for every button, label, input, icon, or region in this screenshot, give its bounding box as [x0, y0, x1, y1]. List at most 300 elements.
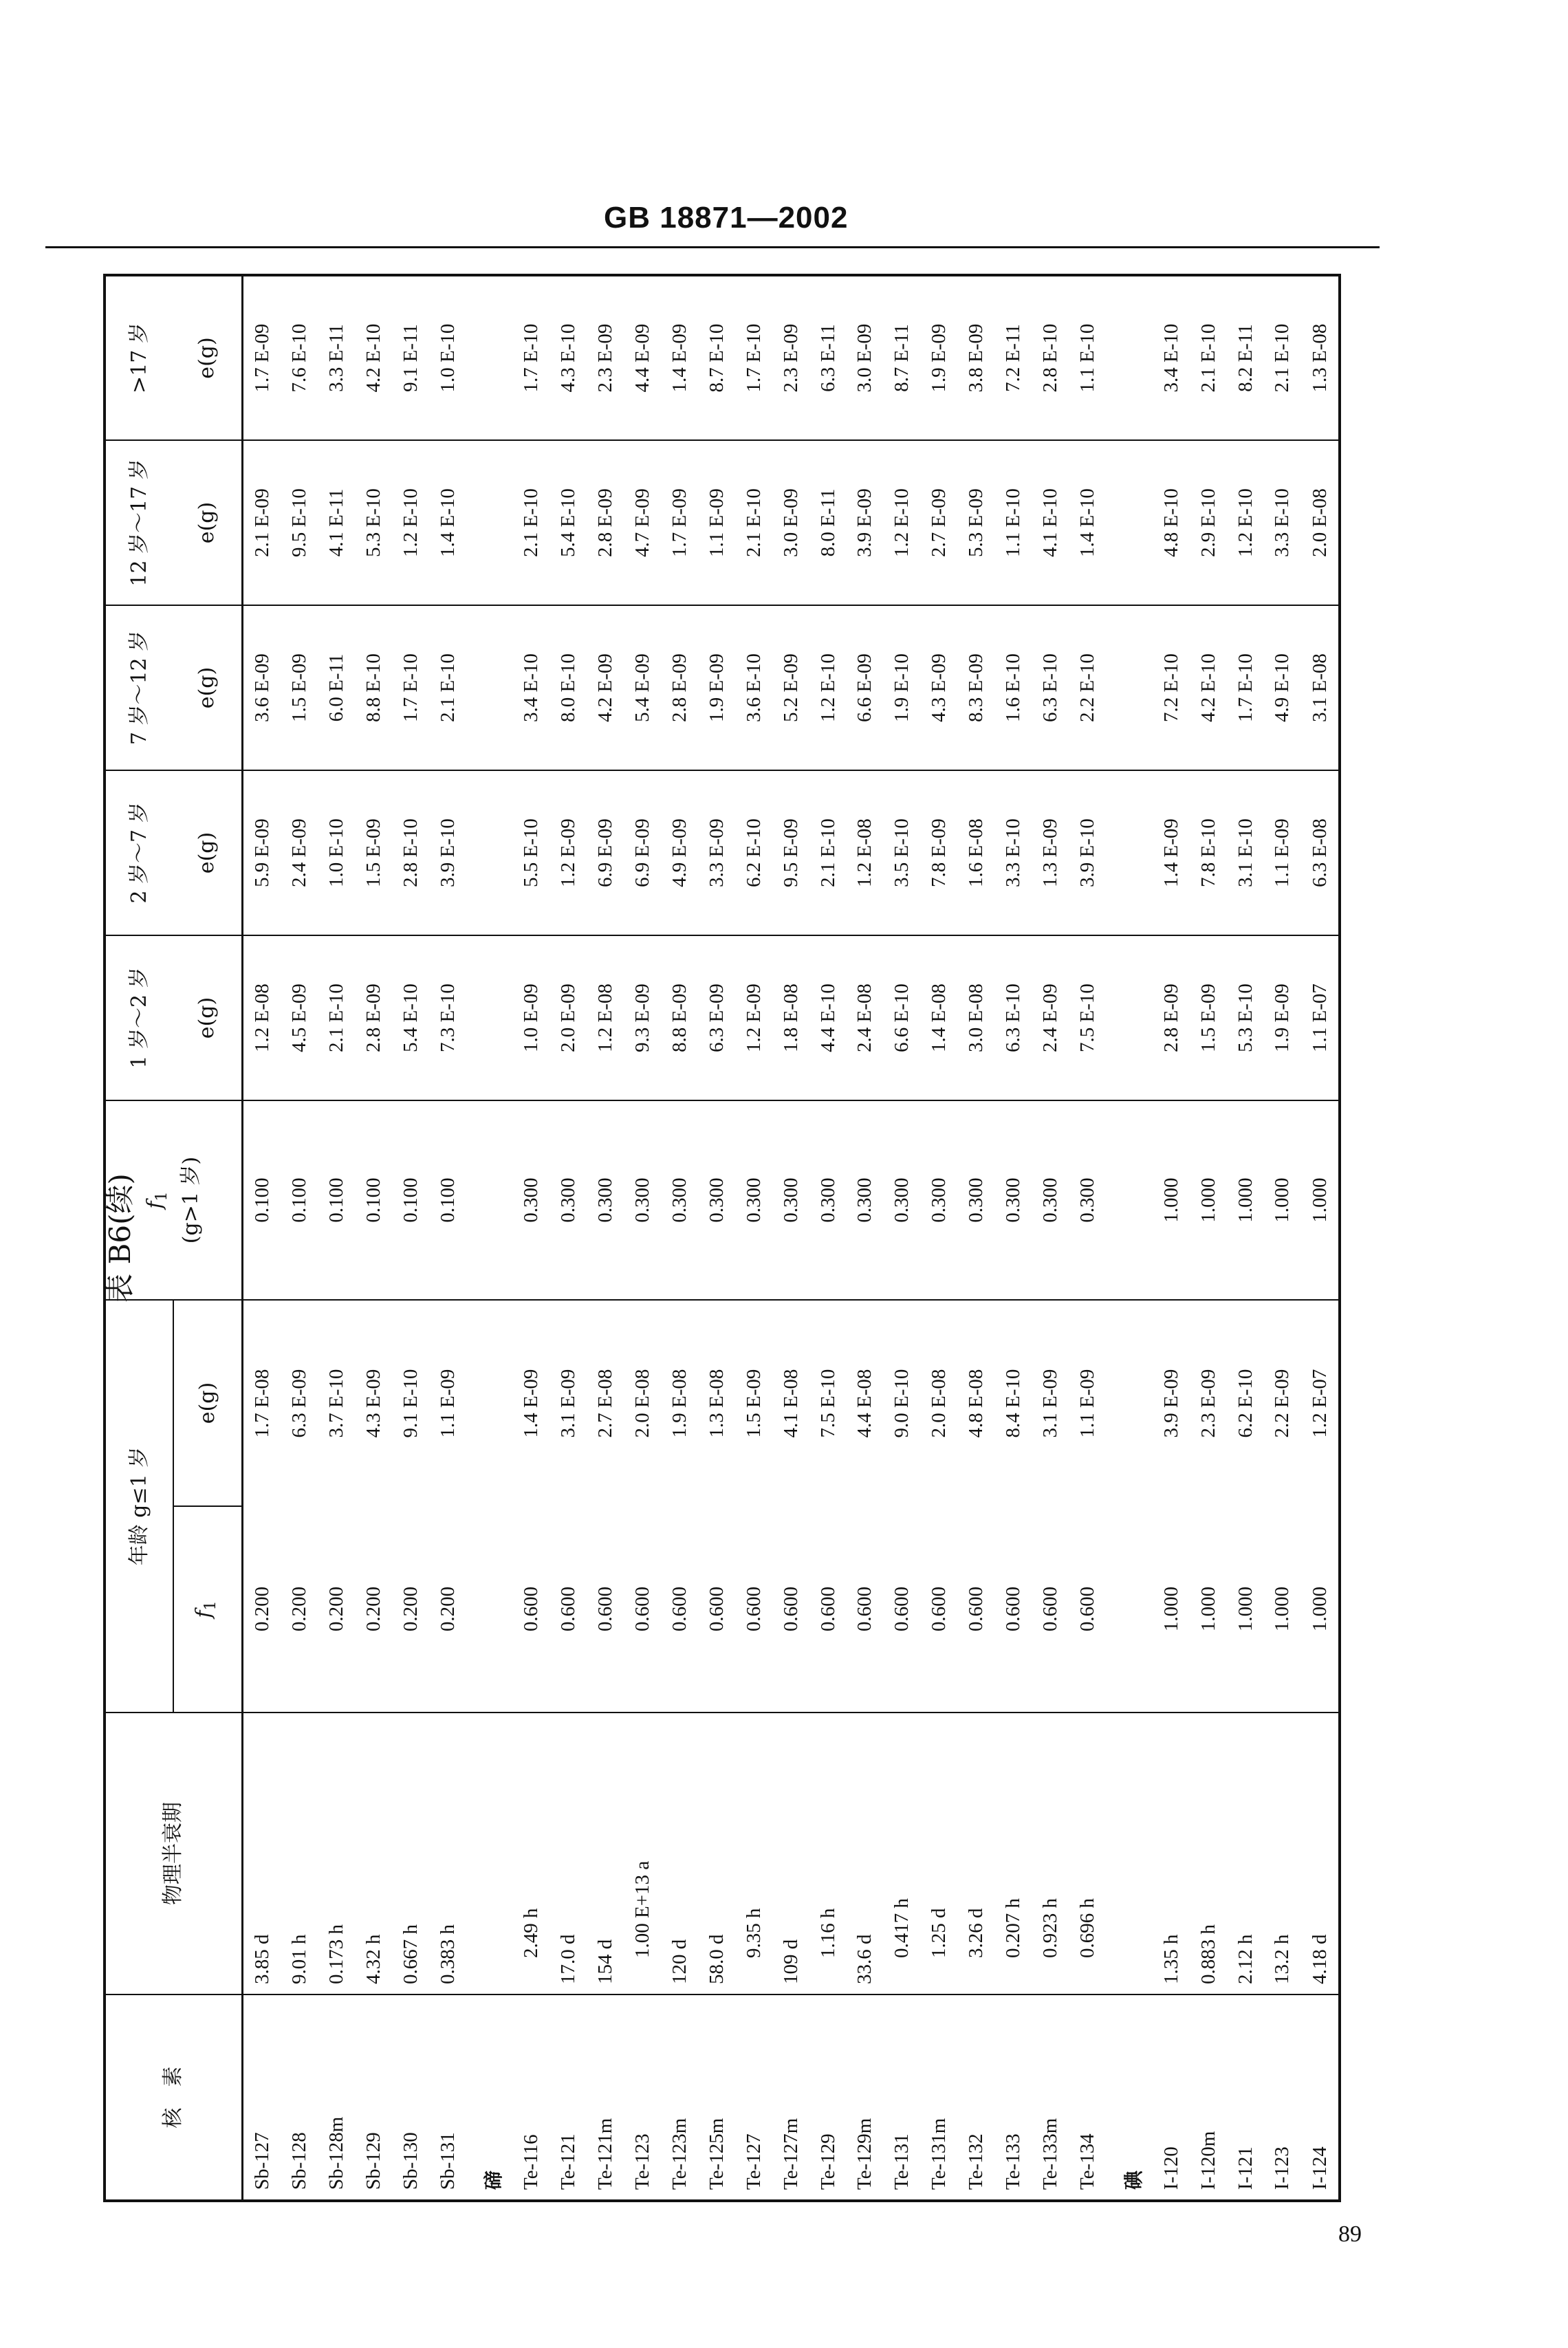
e-gt17-cell: 2.1 E-10 — [1271, 323, 1294, 393]
e-12-17-cell: 4.1 E-11 — [318, 440, 355, 605]
e-gt17-cell: 8.7 E-11 — [891, 324, 913, 392]
e-7-12-cell: 4.2 E-09 — [587, 605, 624, 770]
e-2-7-cell: 4.9 E-09 — [661, 770, 698, 935]
nuclide-cell: I-124 — [1300, 1994, 1340, 2201]
f1-infant-cell: 0.600 — [928, 1586, 950, 1632]
dose-coefficient-table — [103, 274, 1341, 2202]
half-life-cell: 4.18 d — [1300, 1713, 1340, 1994]
e-1-2-cell: 2.0 E-09 — [549, 935, 587, 1100]
e-gt17-cell: 4.2 E-10 — [362, 323, 384, 393]
empty-cell — [475, 1100, 512, 1300]
f1-infant-cell: 0.200 — [325, 1586, 347, 1632]
e-12-17-cell: 2.1 E-10 — [735, 440, 772, 605]
e-infant-cell: 9.1 E-10 — [392, 1300, 429, 1506]
table-row — [1300, 275, 1340, 2201]
e-infant-cell: 6.2 E-10 — [1227, 1300, 1264, 1506]
nuclide-cell: Te-129m — [847, 1994, 884, 2201]
page-number: 89 — [1338, 2221, 1362, 2247]
f1-older-cell: 0.300 — [994, 1100, 1032, 1300]
table-row — [242, 275, 281, 2201]
spacer-cell — [1106, 1100, 1115, 1300]
table-row — [1032, 275, 1069, 2201]
half-life-cell: 0.383 h — [429, 1713, 466, 1994]
e-gt17-cell: 1.7 E-10 — [742, 323, 765, 393]
empty-cell — [475, 275, 512, 440]
col-header-e-12-17: e(g) — [173, 440, 242, 605]
f1-infant-cell: 0.600 — [631, 1586, 654, 1632]
e-gt17-cell: 8.7 E-10 — [705, 323, 728, 393]
e-1-2-cell: 4.4 E-10 — [809, 935, 847, 1100]
e-gt17-cell: 6.3 E-11 — [816, 324, 839, 392]
f1-infant-cell: 0.200 — [362, 1586, 384, 1632]
e-2-7-cell: 6.2 E-10 — [735, 770, 772, 935]
nuclide-cell: Te-129 — [809, 1994, 847, 2201]
col-header-age-2-7: 2 岁～7 岁 — [105, 770, 173, 935]
e-2-7-cell: 1.6 E-08 — [957, 770, 994, 935]
e-12-17-cell: 4.7 E-09 — [624, 440, 661, 605]
f1-infant-cell: 0.600 — [1076, 1586, 1098, 1632]
nuclide-cell: Te-121 — [549, 1994, 587, 2201]
e-12-17-cell: 8.0 E-11 — [809, 440, 847, 605]
half-life-cell: 4.32 h — [355, 1713, 392, 1994]
e-1-2-cell: 1.2 E-09 — [735, 935, 772, 1100]
e-gt17-cell: 9.1 E-11 — [399, 324, 422, 392]
e-2-7-cell: 6.3 E-08 — [1300, 770, 1340, 935]
f1-infant-symbol: f — [191, 1610, 216, 1618]
table-row — [1263, 275, 1300, 2201]
document-header: GB 18871—2002 — [604, 201, 849, 235]
empty-cell — [1115, 1100, 1153, 1300]
half-life-cell: 0.696 h — [1069, 1713, 1106, 1994]
e-7-12-cell: 4.2 E-10 — [1190, 605, 1227, 770]
e-infant-cell: 6.3 E-09 — [281, 1300, 318, 1506]
group-spacer-row — [1106, 275, 1115, 2201]
element-group-row — [1115, 275, 1153, 2201]
e-7-12-cell: 3.1 E-08 — [1300, 605, 1340, 770]
table-row — [661, 275, 698, 2201]
e-gt17-cell: 2.3 E-09 — [779, 323, 802, 393]
empty-cell — [1115, 935, 1153, 1100]
col-header-e-gt17: e(g) — [173, 275, 242, 440]
half-life-cell: 120 d — [661, 1713, 698, 1994]
table-row — [847, 275, 884, 2201]
nuclide-cell: Te-121m — [587, 1994, 624, 2201]
f1-older-cell: 0.300 — [624, 1100, 661, 1300]
empty-cell — [1115, 1506, 1153, 1713]
e-gt17-cell: 2.8 E-10 — [1039, 323, 1061, 393]
col-header-f1-infant — [173, 1506, 242, 1713]
e-1-2-cell: 1.1 E-07 — [1300, 935, 1340, 1100]
nuclide-cell: Sb-128 — [281, 1994, 318, 2201]
f1-infant-cell: 1.000 — [1234, 1586, 1256, 1632]
spacer-cell — [466, 935, 475, 1100]
f1-older-subscript: 1 — [153, 1191, 171, 1202]
spacer-cell — [466, 770, 475, 935]
e-2-7-cell: 5.5 E-10 — [512, 770, 549, 935]
spacer-cell — [1106, 770, 1115, 935]
e-infant-cell: 1.9 E-08 — [661, 1300, 698, 1506]
e-1-2-cell: 7.3 E-10 — [429, 935, 466, 1100]
e-2-7-cell: 5.9 E-09 — [242, 770, 281, 935]
table-caption: 表 B6(续) — [103, 1173, 137, 1303]
f1-older-symbol: f — [143, 1201, 168, 1209]
element-group-label: 碘 — [1115, 1994, 1153, 2201]
e-infant-cell: 1.2 E-07 — [1300, 1300, 1340, 1506]
nuclide-cell: Sb-127 — [242, 1994, 281, 2201]
empty-cell — [475, 1713, 512, 1994]
e-7-12-cell: 7.2 E-10 — [1153, 605, 1190, 770]
e-1-2-cell: 8.8 E-09 — [661, 935, 698, 1100]
table-body — [242, 275, 1340, 2201]
nuclide-cell: I-120m — [1190, 1994, 1227, 2201]
e-gt17-cell: 4.4 E-09 — [631, 323, 654, 393]
e-gt17-cell: 3.0 E-09 — [853, 323, 876, 393]
spacer-cell — [1106, 1300, 1115, 1506]
empty-cell — [475, 440, 512, 605]
f1-older-cell: 0.300 — [809, 1100, 847, 1300]
e-1-2-cell: 1.0 E-09 — [512, 935, 549, 1100]
e-12-17-cell: 3.3 E-10 — [1263, 440, 1300, 605]
e-gt17-cell: 2.3 E-09 — [594, 323, 617, 393]
e-7-12-cell: 1.6 E-10 — [994, 605, 1032, 770]
e-1-2-cell: 7.5 E-10 — [1069, 935, 1106, 1100]
e-12-17-cell: 3.9 E-09 — [847, 440, 884, 605]
e-2-7-cell: 1.4 E-09 — [1153, 770, 1190, 935]
e-1-2-cell: 5.4 E-10 — [392, 935, 429, 1100]
e-2-7-cell: 1.5 E-09 — [355, 770, 392, 935]
f1-infant-cell: 0.600 — [816, 1586, 839, 1632]
empty-cell — [1115, 770, 1153, 935]
e-12-17-cell: 2.7 E-09 — [920, 440, 957, 605]
e-2-7-cell: 7.8 E-10 — [1190, 770, 1227, 935]
nuclide-cell: I-121 — [1227, 1994, 1264, 2201]
nuclide-cell: Te-134 — [1069, 1994, 1106, 2201]
f1-infant-cell: 0.600 — [891, 1586, 913, 1632]
f1-older-cell: 1.000 — [1227, 1100, 1264, 1300]
table-row — [809, 275, 847, 2201]
nuclide-cell: Te-123m — [661, 1994, 698, 2201]
nuclide-cell: Te-132 — [957, 1994, 994, 2201]
e-infant-cell: 3.1 E-09 — [1032, 1300, 1069, 1506]
half-life-cell: 9.35 h — [735, 1713, 772, 1994]
e-infant-cell: 2.0 E-08 — [624, 1300, 661, 1506]
e-12-17-cell: 1.2 E-10 — [1227, 440, 1264, 605]
col-header-e-2-7: e(g) — [173, 770, 242, 935]
f1-infant-cell: 1.000 — [1308, 1586, 1331, 1632]
e-7-12-cell: 2.1 E-10 — [429, 605, 466, 770]
half-life-cell: 33.6 d — [847, 1713, 884, 1994]
spacer-cell — [466, 1100, 475, 1300]
col-header-e-7-12: e(g) — [173, 605, 242, 770]
f1-infant-cell: 1.000 — [1159, 1586, 1182, 1632]
e-2-7-cell: 6.9 E-09 — [624, 770, 661, 935]
table-row — [512, 275, 549, 2201]
e-infant-cell: 1.3 E-08 — [698, 1300, 735, 1506]
e-infant-cell: 3.1 E-09 — [549, 1300, 587, 1506]
e-infant-cell: 3.7 E-10 — [318, 1300, 355, 1506]
half-life-cell: 1.16 h — [809, 1713, 847, 1994]
nuclide-cell: Sb-129 — [355, 1994, 392, 2201]
half-life-cell: 0.667 h — [392, 1713, 429, 1994]
e-2-7-cell: 1.3 E-09 — [1032, 770, 1069, 935]
col-header-e-1-2: e(g) — [173, 935, 242, 1100]
e-7-12-cell: 1.9 E-09 — [698, 605, 735, 770]
table-rotated-wrapper — [103, 276, 1341, 2202]
f1-infant-subscript: 1 — [202, 1600, 219, 1611]
f1-older-cell: 1.000 — [1263, 1100, 1300, 1300]
nuclide-cell: Te-127m — [772, 1994, 809, 2201]
e-infant-cell: 1.1 E-09 — [429, 1300, 466, 1506]
half-life-cell: 1.35 h — [1153, 1713, 1190, 1994]
col-header-age-infant: 年龄 g≤1 岁 — [105, 1300, 173, 1713]
f1-older-cell: 0.100 — [429, 1100, 466, 1300]
half-life-cell: 2.49 h — [512, 1713, 549, 1994]
e-2-7-cell: 6.9 E-09 — [587, 770, 624, 935]
empty-cell — [1115, 1713, 1153, 1994]
table-row — [318, 275, 355, 2201]
e-1-2-cell: 6.3 E-10 — [994, 935, 1032, 1100]
f1-older-cell: 0.100 — [318, 1100, 355, 1300]
spacer-cell — [1106, 275, 1115, 440]
spacer-cell — [1106, 440, 1115, 605]
e-infant-cell: 4.8 E-08 — [957, 1300, 994, 1506]
nuclide-cell: Te-123 — [624, 1994, 661, 2201]
f1-infant-cell: 0.600 — [1002, 1586, 1025, 1632]
e-12-17-cell: 1.4 E-10 — [1069, 440, 1106, 605]
e-12-17-cell: 1.2 E-10 — [392, 440, 429, 605]
f1-infant-cell: 0.600 — [779, 1586, 802, 1632]
e-gt17-cell: 3.4 E-10 — [1159, 323, 1182, 393]
e-12-17-cell: 9.5 E-10 — [281, 440, 318, 605]
nuclide-cell: Te-131 — [883, 1994, 920, 2201]
e-7-12-cell: 3.6 E-09 — [242, 605, 281, 770]
e-gt17-cell: 1.1 E-10 — [1076, 323, 1098, 393]
nuclide-cell: Te-116 — [512, 1994, 549, 2201]
e-infant-cell: 7.5 E-10 — [809, 1300, 847, 1506]
spacer-cell — [466, 1713, 475, 1994]
half-life-cell: 154 d — [587, 1713, 624, 1994]
f1-older-cell: 0.300 — [1069, 1100, 1106, 1300]
e-12-17-cell: 1.4 E-10 — [429, 440, 466, 605]
half-life-cell: 0.883 h — [1190, 1713, 1227, 1994]
e-7-12-cell: 1.5 E-09 — [281, 605, 318, 770]
empty-cell — [475, 935, 512, 1100]
e-2-7-cell: 2.8 E-10 — [392, 770, 429, 935]
spacer-cell — [466, 440, 475, 605]
col-header-nuclide: 核 素 — [105, 1994, 242, 2201]
e-infant-cell: 9.0 E-10 — [883, 1300, 920, 1506]
e-12-17-cell: 5.3 E-09 — [957, 440, 994, 605]
half-life-cell: 9.01 h — [281, 1713, 318, 1994]
f1-infant-cell: 0.600 — [557, 1586, 580, 1632]
e-infant-cell: 2.7 E-08 — [587, 1300, 624, 1506]
e-1-2-cell: 2.8 E-09 — [1153, 935, 1190, 1100]
col-header-age-12-17: 12 岁～17 岁 — [105, 440, 173, 605]
e-infant-cell: 1.1 E-09 — [1069, 1300, 1106, 1506]
e-infant-cell: 2.2 E-09 — [1263, 1300, 1300, 1506]
f1-older-cell: 0.300 — [512, 1100, 549, 1300]
col-header-f1-older — [105, 1100, 242, 1300]
e-12-17-cell: 1.1 E-09 — [698, 440, 735, 605]
e-gt17-cell: 3.8 E-09 — [965, 323, 988, 393]
f1-older-cell: 0.300 — [883, 1100, 920, 1300]
e-infant-cell: 4.3 E-09 — [355, 1300, 392, 1506]
e-7-12-cell: 6.0 E-11 — [318, 605, 355, 770]
f1-older-cell: 0.100 — [281, 1100, 318, 1300]
table-row — [883, 275, 920, 2201]
f1-older-cell: 0.100 — [392, 1100, 429, 1300]
spacer-cell — [466, 605, 475, 770]
e-gt17-cell: 1.7 E-09 — [250, 323, 273, 393]
nuclide-cell: Te-131m — [920, 1994, 957, 2201]
e-2-7-cell: 3.9 E-10 — [1069, 770, 1106, 935]
f1-infant-cell: 0.600 — [594, 1586, 617, 1632]
e-1-2-cell: 1.9 E-09 — [1263, 935, 1300, 1100]
e-infant-cell: 1.5 E-09 — [735, 1300, 772, 1506]
e-gt17-cell: 3.3 E-11 — [325, 324, 347, 392]
e-gt17-cell: 1.0 E-10 — [436, 323, 459, 393]
empty-cell — [1115, 440, 1153, 605]
spacer-cell — [466, 1506, 475, 1713]
e-2-7-cell: 1.1 E-09 — [1263, 770, 1300, 935]
e-1-2-cell: 3.0 E-08 — [957, 935, 994, 1100]
half-life-cell: 58.0 d — [698, 1713, 735, 1994]
nuclide-cell: Te-125m — [698, 1994, 735, 2201]
e-1-2-cell: 2.1 E-10 — [318, 935, 355, 1100]
e-gt17-cell: 1.4 E-09 — [668, 323, 690, 393]
e-2-7-cell: 1.0 E-10 — [318, 770, 355, 935]
table-row — [1227, 275, 1264, 2201]
table-row — [624, 275, 661, 2201]
e-1-2-cell: 2.4 E-08 — [847, 935, 884, 1100]
e-7-12-cell: 3.4 E-10 — [512, 605, 549, 770]
half-life-cell: 13.2 h — [1263, 1713, 1300, 1994]
nuclide-cell: Sb-128m — [318, 1994, 355, 2201]
empty-cell — [475, 605, 512, 770]
e-7-12-cell: 1.2 E-10 — [809, 605, 847, 770]
f1-older-cell: 0.100 — [242, 1100, 281, 1300]
e-7-12-cell: 8.8 E-10 — [355, 605, 392, 770]
col-header-age-1-2: 1 岁～2 岁 — [105, 935, 173, 1100]
e-2-7-cell: 3.5 E-10 — [883, 770, 920, 935]
group-spacer-row — [466, 275, 475, 2201]
e-1-2-cell: 5.3 E-10 — [1227, 935, 1264, 1100]
table-row — [994, 275, 1032, 2201]
e-12-17-cell: 2.9 E-10 — [1190, 440, 1227, 605]
f1-older-cell: 0.100 — [355, 1100, 392, 1300]
e-gt17-cell: 7.2 E-11 — [1002, 324, 1025, 392]
e-2-7-cell: 1.2 E-08 — [847, 770, 884, 935]
e-infant-cell: 2.0 E-08 — [920, 1300, 957, 1506]
half-life-cell: 0.207 h — [994, 1713, 1032, 1994]
f1-older-cell: 1.000 — [1300, 1100, 1340, 1300]
f1-infant-cell: 0.200 — [399, 1586, 422, 1632]
table-row — [772, 275, 809, 2201]
table-row — [1069, 275, 1106, 2201]
f1-infant-cell: 1.000 — [1197, 1586, 1219, 1632]
e-12-17-cell: 3.0 E-09 — [772, 440, 809, 605]
table-row — [1153, 275, 1190, 2201]
f1-infant-cell: 0.200 — [436, 1586, 459, 1632]
table-row — [735, 275, 772, 2201]
e-2-7-cell: 3.3 E-10 — [994, 770, 1032, 935]
f1-older-cell: 0.300 — [549, 1100, 587, 1300]
table-row — [429, 275, 466, 2201]
e-2-7-cell: 2.4 E-09 — [281, 770, 318, 935]
e-2-7-cell: 9.5 E-09 — [772, 770, 809, 935]
element-group-label: 碲 — [475, 1994, 512, 2201]
e-infant-cell: 2.3 E-09 — [1190, 1300, 1227, 1506]
element-group-row — [475, 275, 512, 2201]
half-life-cell: 0.417 h — [883, 1713, 920, 1994]
e-12-17-cell: 2.0 E-08 — [1300, 440, 1340, 605]
table-row — [587, 275, 624, 2201]
e-7-12-cell: 5.4 E-09 — [624, 605, 661, 770]
e-1-2-cell: 2.8 E-09 — [355, 935, 392, 1100]
spacer-cell — [1106, 1713, 1115, 1994]
empty-cell — [1115, 1300, 1153, 1506]
e-2-7-cell: 7.8 E-09 — [920, 770, 957, 935]
f1-infant-cell: 0.200 — [287, 1586, 310, 1632]
e-1-2-cell: 1.8 E-08 — [772, 935, 809, 1100]
e-12-17-cell: 5.4 E-10 — [549, 440, 587, 605]
e-1-2-cell: 4.5 E-09 — [281, 935, 318, 1100]
e-gt17-cell: 4.3 E-10 — [557, 323, 580, 393]
nuclide-cell: I-123 — [1263, 1994, 1300, 2201]
e-7-12-cell: 6.6 E-09 — [847, 605, 884, 770]
table-row — [392, 275, 429, 2201]
half-life-cell: 2.12 h — [1227, 1713, 1264, 1994]
e-7-12-cell: 6.3 E-10 — [1032, 605, 1069, 770]
e-gt17-cell: 2.1 E-10 — [1197, 323, 1219, 393]
spacer-cell — [1106, 935, 1115, 1100]
f1-older-cell: 0.300 — [957, 1100, 994, 1300]
e-infant-cell: 1.7 E-08 — [242, 1300, 281, 1506]
e-1-2-cell: 2.4 E-09 — [1032, 935, 1069, 1100]
nuclide-cell: Te-133m — [1032, 1994, 1069, 2201]
e-12-17-cell: 4.1 E-10 — [1032, 440, 1069, 605]
f1-older-cell: 0.300 — [735, 1100, 772, 1300]
e-7-12-cell: 1.9 E-10 — [883, 605, 920, 770]
f1-infant-cell: 0.600 — [1039, 1586, 1061, 1632]
e-1-2-cell: 1.4 E-08 — [920, 935, 957, 1100]
f1-infant-cell: 0.600 — [668, 1586, 690, 1632]
f1-older-cell: 0.300 — [772, 1100, 809, 1300]
e-1-2-cell: 1.5 E-09 — [1190, 935, 1227, 1100]
half-life-cell: 0.923 h — [1032, 1713, 1069, 1994]
empty-cell — [1115, 275, 1153, 440]
col-header-e-infant: e(g) — [173, 1300, 242, 1506]
e-12-17-cell: 5.3 E-10 — [355, 440, 392, 605]
empty-cell — [475, 1506, 512, 1713]
e-infant-cell: 1.4 E-09 — [512, 1300, 549, 1506]
f1-older-cell: 0.300 — [920, 1100, 957, 1300]
half-life-cell: 17.0 d — [549, 1713, 587, 1994]
e-12-17-cell: 1.1 E-10 — [994, 440, 1032, 605]
empty-cell — [475, 770, 512, 935]
f1-older-cell: 1.000 — [1153, 1100, 1190, 1300]
f1-infant-cell: 0.600 — [853, 1586, 876, 1632]
empty-cell — [475, 1300, 512, 1506]
e-infant-cell: 3.9 E-09 — [1153, 1300, 1190, 1506]
spacer-cell — [466, 1300, 475, 1506]
e-7-12-cell: 8.3 E-09 — [957, 605, 994, 770]
table-row — [698, 275, 735, 2201]
e-1-2-cell: 1.2 E-08 — [242, 935, 281, 1100]
f1-infant-cell: 0.600 — [742, 1586, 765, 1632]
e-7-12-cell: 1.7 E-10 — [1227, 605, 1264, 770]
half-life-cell: 1.00 E+13 a — [624, 1713, 661, 1994]
